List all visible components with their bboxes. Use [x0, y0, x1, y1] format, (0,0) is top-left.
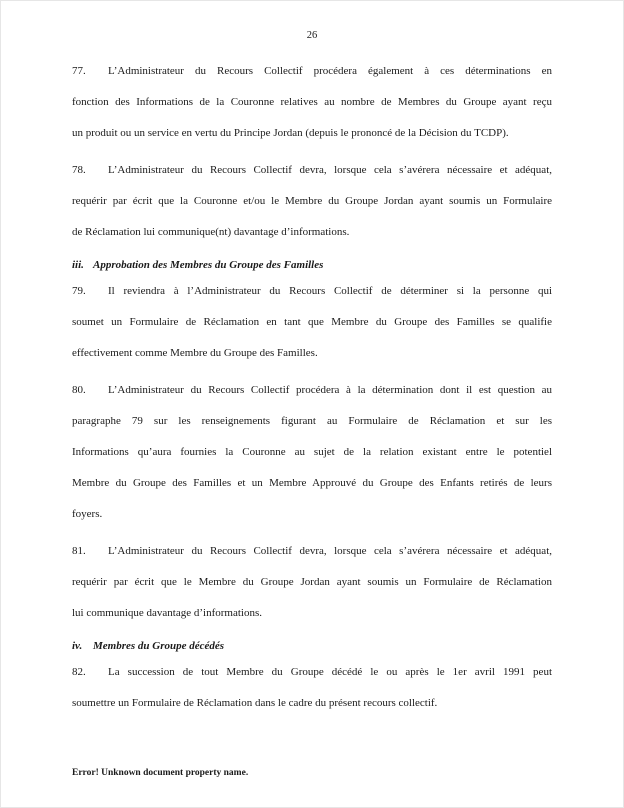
section-title: Approbation des Membres du Groupe des Familles: [93, 259, 324, 271]
text-line-content: fonction des Informations de la Couronne relatives au nombre de Membres du Groupe ayant reçu: [72, 96, 552, 108]
text-line-content: Informations qu’aura fournies la Couronne au sujet de la relation existant entre le potentiel: [72, 446, 552, 458]
text-line: [72, 155, 552, 186]
text-line: [72, 56, 552, 87]
paragraph-77: [72, 56, 552, 149]
paragraph-80: [72, 375, 552, 530]
paragraph-number: 78.: [72, 164, 86, 176]
text-line: [72, 87, 552, 118]
text-line: [72, 688, 552, 719]
page-number: 26: [306, 30, 318, 41]
text-line-content: paragraphe 79 sur les renseignements figurant au Formulaire de Réclamation et sur les: [72, 415, 552, 427]
text-line: [72, 186, 552, 217]
text-line: [72, 468, 552, 499]
section-number: iv.: [72, 640, 83, 652]
text-line: [72, 307, 552, 338]
text-line: [72, 338, 552, 369]
text-line: [72, 406, 552, 437]
text-line-content: requérir par écrit que la Couronne et/ou le Membre du Groupe Jordan ayant soumis un Formulaire: [72, 195, 552, 207]
text-line-content: La succession de tout Membre du Groupe décédé le ou après le 1er avril 1991 peut: [108, 666, 552, 678]
text-line-content: effectivement comme Membre du Groupe des Familles.: [72, 347, 318, 359]
section-heading-iii: [72, 254, 552, 276]
text-line: [72, 598, 552, 629]
paragraph-number: 81.: [72, 545, 86, 557]
text-line: [72, 567, 552, 598]
text-line: [72, 536, 552, 567]
text-line-content: requérir par écrit que le Membre du Groupe Jordan ayant soumis un Formulaire de Réclamation: [72, 576, 552, 588]
text-line-content: Il reviendra à l’Administrateur du Recours Collectif de déterminer si la personne qui: [108, 285, 552, 297]
paragraph-number: 80.: [72, 384, 86, 396]
text-line: [72, 375, 552, 406]
paragraph-number: 77.: [72, 65, 86, 77]
section-heading-iv: [72, 635, 552, 657]
text-line-content: de Réclamation lui communique(nt) davantage d’informations.: [72, 226, 350, 238]
paragraph-number: 79.: [72, 285, 86, 297]
text-line-content: soumet un Formulaire de Réclamation en tant que Membre du Groupe des Familles se qualifie: [72, 316, 552, 328]
text-line-content: L’Administrateur du Recours Collectif devra, lorsque cela s’avérera nécessaire et adéquat,: [108, 164, 552, 176]
section-title: Membres du Groupe décédés: [93, 640, 225, 652]
text-line-content: L’Administrateur du Recours Collectif procédera à la détermination dont il est question au: [108, 384, 552, 396]
text-line: [72, 276, 552, 307]
paragraph-number: 82.: [72, 666, 86, 678]
text-line-content: lui communique davantage d’informations.: [72, 607, 263, 619]
text-line-content: foyers.: [72, 508, 103, 520]
text-line: [72, 217, 552, 248]
text-line-content: soumettre un Formulaire de Réclamation dans le cadre du présent recours collectif.: [72, 697, 438, 709]
text-line-content: L’Administrateur du Recours Collectif devra, lorsque cela s’avérera nécessaire et adéquat,: [108, 545, 552, 557]
text-line: [72, 499, 552, 530]
document-body: [72, 56, 552, 725]
text-line-content: L’Administrateur du Recours Collectif procédera également à ces déterminations en: [108, 65, 552, 77]
text-line: [72, 657, 552, 688]
text-line: [72, 437, 552, 468]
paragraph-78: [72, 155, 552, 248]
paragraph-81: [72, 536, 552, 629]
text-line-content: un produit ou un service en vertu du Principe Jordan (depuis le prononcé de la Décision du TCDP).: [72, 127, 509, 139]
text-line-content: Membre du Groupe des Familles et un Membre Approuvé du Groupe des Enfants retirés de leurs: [72, 477, 552, 489]
footer-error-text: Error! Unknown document property name.: [72, 768, 249, 778]
section-number: iii.: [72, 259, 84, 271]
text-line: [72, 118, 552, 149]
paragraph-82: [72, 657, 552, 719]
paragraph-79: [72, 276, 552, 369]
